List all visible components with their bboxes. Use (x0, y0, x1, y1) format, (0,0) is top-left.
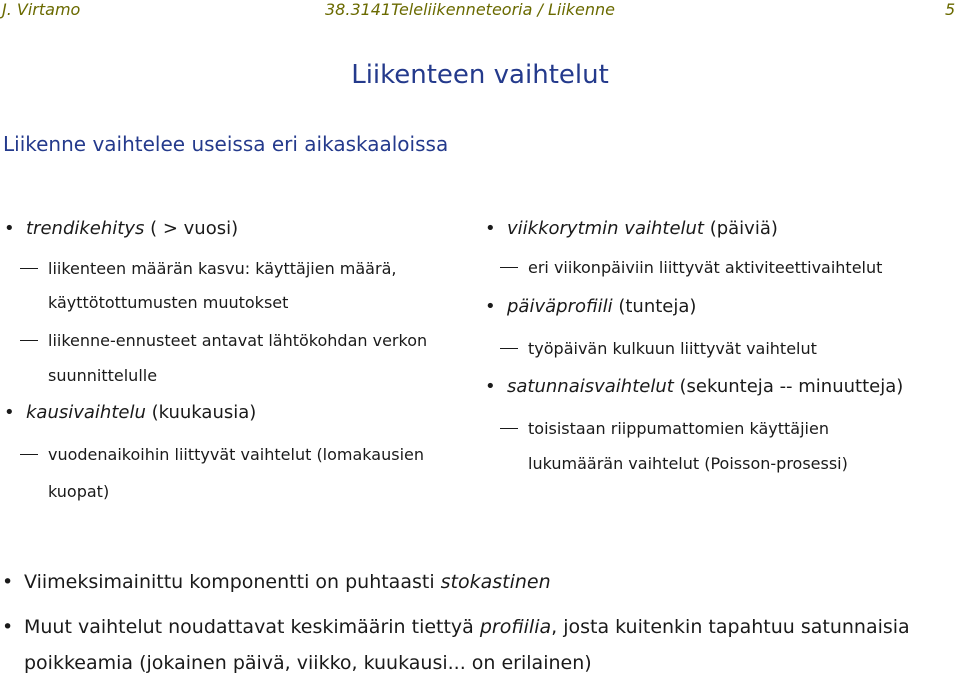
sub-trend-2-cont: suunnittelulle (48, 366, 158, 385)
sub-random-1-text: toisistaan riippumattomien käyttäjien (528, 419, 829, 438)
dash-icon (20, 268, 38, 269)
seasonal-term: kausivaihtelu (26, 402, 146, 423)
sub-random-1-cont: lukumäärän vaihtelut (Poisson-prosessi) (528, 454, 848, 473)
sub-trend-1-cont: käyttötottumusten muutokset (48, 293, 289, 312)
sub-daily-1-text: työpäivän kulkuun liittyvät vaihtelut (528, 339, 817, 358)
profile-em: profiilia (479, 616, 552, 638)
sub-trend-2-text: liikenne-ennusteet antavat lähtökohdan verkon (48, 331, 428, 350)
bullet-icon: • (4, 402, 15, 423)
profile-post: , josta kuitenkin tapahtuu satunnaisia (551, 616, 910, 638)
bullet-profile-cont: poikkeamia (jokainen päivä, viikko, kuukausi... on erilainen) (24, 652, 592, 674)
trend-term: trendikehitys (26, 218, 145, 239)
header-author: J. Virtamo (2, 0, 81, 19)
subtitle: Liikenne vaihtelee useissa eri aikaskaaloissa (3, 132, 449, 156)
weekly-term: viikkorytmin vaihtelut (507, 218, 704, 239)
dash-icon (500, 428, 518, 429)
sub-weekly-1-text: eri viikonpäiviin liittyvät aktiviteettivaihtelut (528, 258, 883, 277)
trend-rest: ( > vuosi) (144, 218, 239, 239)
stochastic-em: stokastinen (440, 571, 551, 593)
bullet-icon: • (485, 218, 496, 239)
dash-icon (20, 340, 38, 341)
random-term: satunnaisvaihtelut (507, 376, 674, 397)
sub-seasonal-1-cont: kuopat) (48, 482, 110, 501)
weekly-rest: (päiviä) (703, 218, 778, 239)
dash-icon (20, 454, 38, 455)
random-rest: (sekunteja -- minuutteja) (673, 376, 904, 397)
sub-seasonal-1-text: vuodenaikoihin liittyvät vaihtelut (lomakausien (48, 445, 424, 464)
page-title: Liikenteen vaihtelut (351, 60, 609, 90)
bullet-icon: • (2, 571, 14, 593)
profile-pre: Muut vaihtelut noudattavat keskimäärin tiettyä (24, 616, 480, 638)
header-page-number: 5 (945, 0, 956, 19)
bullet-icon: • (485, 296, 496, 317)
sub-trend-1-text: liikenteen määrän kasvu: käyttäjien määrä, (48, 259, 397, 278)
stochastic-pre: Viimeksimainittu komponentti on puhtaasti (24, 571, 441, 593)
bullet-icon: • (4, 218, 15, 239)
bullet-icon: • (2, 616, 14, 638)
dash-icon (500, 348, 518, 349)
daily-term: päiväprofiili (507, 296, 613, 317)
header-course: 38.3141Teleliikenneteoria / Liikenne (325, 0, 615, 19)
daily-rest: (tunteja) (612, 296, 697, 317)
dash-icon (500, 267, 518, 268)
bullet-icon: • (485, 376, 496, 397)
seasonal-rest: (kuukausia) (145, 402, 257, 423)
